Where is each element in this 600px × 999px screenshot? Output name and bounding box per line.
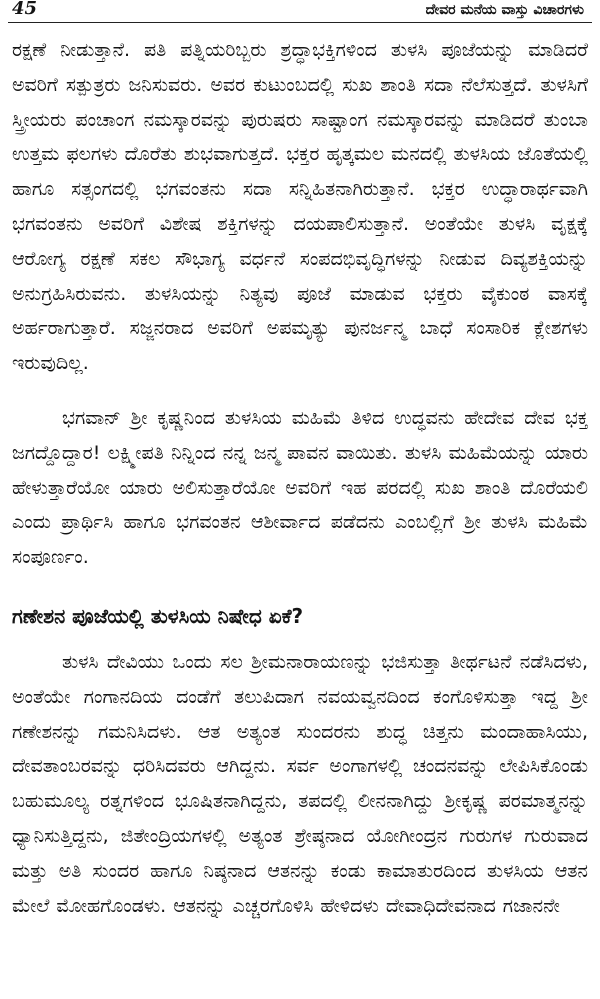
- section-heading: ಗಣೇಶನ ಪೂಜೆಯಲ್ಲಿ ತುಳಸಿಯ ನಿಷೇಧ ಏಕೆ?: [12, 603, 304, 628]
- page-number: 45: [12, 0, 38, 19]
- running-head: ದೇವರ ಮನೆಯ ವಾಸ್ತು ವಿಚಾರಗಳು: [425, 2, 584, 18]
- paragraph: ತುಳಸಿ ದೇವಿಯು ಒಂದು ಸಲ ಶ್ರೀಮನಾರಾಯಣನ್ನು ಭಜಿಸುತ್ತಾ ತೀರ್ಥಟನೆ ನಡೆಸಿದಳು, ಅಂತೆಯೇ ಗಂಗಾನದಿಯ ದಂಡೆಗೆ ತಲುಪಿದಾಗ ನವಯವ್ವನದಿಂದ ಕಂಗೊಳಿಸುತ್ತಾ ಇದ್ದ ಶ್ರೀ ಗಣೇಶನನ್ನು ಗಮನಿಸಿದಳು. ಆತ ಅತ್ಯಂತ ಸುಂದರನು ಶುದ್ಧ ಚಿತ್ತನು ಮಂದಾಹಾಸಿಯು, ದೇವತಾಂಬರವನ್ನು ಧರಿಸಿದವರು ಆಗಿದ್ದನು. ಸರ್ವ ಅಂಗಾಗಳಲ್ಲಿ ಚಂದನವನ್ನು ಲೇಪಿಸಿಕೊಂಡು ಬಹುಮೂಲ್ಯ ರತ್ನಗಳಿಂದ ಭೂಷಿತನಾಗಿದ್ದನು, ತಪದಲ್ಲಿ ಲೀನನಾಗಿದ್ದು ಶ್ರೀಕೃಷ್ಣ ಪರಮಾತ್ಮನನ್ನು ಧ್ಯಾನಿಸುತ್ತಿದ್ದನು, ಜಿತೇಂದ್ರಿಯಗಳಲ್ಲಿ ಅತ್ಯಂತ ಶ್ರೇಷ್ಠನಾದ ಯೋಗೀಂದ್ರನ ಗುರುಗಳ ಗುರುವಾದ ಮತ್ತು ಅತಿ ಸುಂದರ ಹಾಗೂ ನಿಷ್ಠನಾದ ಆತನನ್ನು ಕಂಡು ಕಾಮಾತುರದಿಂದ ತುಳಸಿಯ ಆತನ ಮೇಲೆ ಮೋಹಗೊಂಡಳು. ಆತನನ್ನು ಎಚ್ಚರಗೊಳಿಸಿ ಹೇಳಿದಳು ದೇವಾಧಿದೇವನಾದ ಗಜಾನನೇ: [12, 650, 588, 917]
- page-header: [8, 0, 592, 23]
- paragraph: ಭಗವಾನ್ ಶ್ರೀ ಕೃಷ್ಣನಿಂದ ತುಳಸಿಯ ಮಹಿಮೆ ತಿಳಿದ ಉದ್ಧವನು ಹೇದೇವ ದೇವ ಭಕ್ತ ಜಗದ್ದೊದ್ದಾರ! ಲಕ್ಷ್ಮೀಪತಿ ನಿನ್ನಿಂದ ನನ್ನ ಜನ್ಮ ಪಾವನ ವಾಯಿತು. ತುಳಸಿ ಮಹಿಮೆಯನ್ನು ಯಾರು ಹೇಳುತ್ತಾರೆಯೋ ಯಾರು ಅಲಿಸುತ್ತಾರೆಯೋ ಅವರಿಗೆ ಇಹ ಪರದಲ್ಲಿ ಸುಖ ಶಾಂತಿ ದೊರೆಯಲಿ ಎಂದು ಪ್ರಾರ್ಥಿಸಿ ಹಾಗೂ ಭಗವಂತನ ಆಶೀರ್ವಾದ ಪಡೆದನು ಎಂಬಲ್ಲಿಗೆ ಶ್ರೀ ತುಳಸಿ ಮಹಿಮೆ ಸಂಪೂರ್ಣಂ.: [12, 406, 588, 569]
- paragraph: ರಕ್ಷಣೆ ನೀಡುತ್ತಾನೆ. ಪತಿ ಪತ್ನಿಯರಿಬ್ಬರು ಶ್ರದ್ಧಾಭಕ್ತಿಗಳಿಂದ ತುಳಸಿ ಪೂಜೆಯನ್ನು ಮಾಡಿದರೆ ಅವರಿಗೆ ಸತ್ಪುತ್ರರು ಜನಿಸುವರು. ಅವರ ಕುಟುಂಬದಲ್ಲಿ ಸುಖ ಶಾಂತಿ ಸದಾ ನೆಲೆಸುತ್ತದೆ. ತುಳಸಿಗೆ ಸ್ತ್ರೀಯರು ಪಂಚಾಂಗ ನಮಸ್ಕಾರವನ್ನು ಪುರುಷರು ಸಾಷ್ಟಾಂಗ ನಮಸ್ಕಾರವನ್ನು ಮಾಡಿದರೆ ತುಂಬಾ ಉತ್ತಮ ಫಲಗಳು ದೊರೆತು ಶುಭವಾಗುತ್ತದೆ. ಭಕ್ತರ ಹೃತ್ಕಮಲ ಮನದಲ್ಲಿ ತುಳಸಿಯ ಜೊತೆಯಲ್ಲಿ ಹಾಗೂ ಸತ್ಸಂಗದಲ್ಲಿ ಭಗವಂತನು ಸದಾ ಸನ್ನಿಹಿತನಾಗಿರುತ್ತಾನೆ. ಭಕ್ತರ ಉದ್ಧಾರಾರ್ಥವಾಗಿ ಭಗವಂತನು ಅವರಿಗೆ ವಿಶೇಷ ಶಕ್ತಿಗಳನ್ನು ದಯಪಾಲಿಸುತ್ತಾನೆ. ಅಂತೆಯೇ ತುಳಸಿ ವೃಕ್ಷಕ್ಕೆ ಆರೋಗ್ಯ ರಕ್ಷಣೆ ಸಕಲ ಸೌಭಾಗ್ಯ ವರ್ಧನೆ ಸಂಪದಭಿವೃದ್ಧಿಗಳನ್ನು ನೀಡುವ ದಿವ್ಯಶಕ್ತಿಯನ್ನು ಅನುಗ್ರಹಿಸಿರುವನು. ತುಳಸಿಯನ್ನು ನಿತ್ಯವು ಪೂಜೆ ಮಾಡುವ ಭಕ್ತರು ವೈಕುಂಠ ವಾಸಕ್ಕೆ ಅರ್ಹರಾಗುತ್ತಾರೆ. ಸಜ್ಜನರಾದ ಅವರಿಗೆ ಅಪಮೃತ್ಯು ಪುನರ್ಜನ್ಮ ಬಾಧೆ ಸಂಸಾರಿಕ ಕ್ಲೇಶಗಳು ಇರುವುದಿಲ್ಲ.: [12, 39, 588, 375]
